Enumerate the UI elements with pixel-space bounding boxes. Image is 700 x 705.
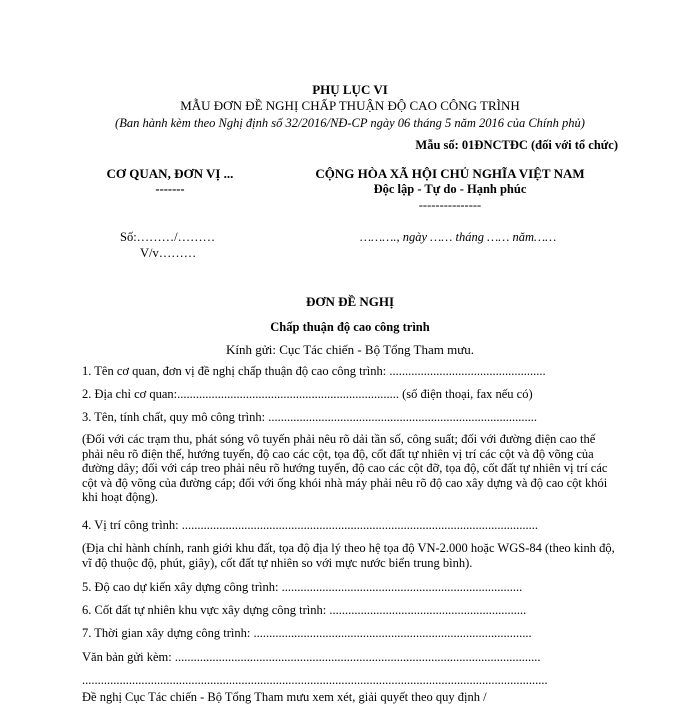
issuance-note: (Ban hành kèm theo Nghị định số 32/2016/NĐ-CP ngày 06 tháng 5 năm 2016 của Chính phủ) [115, 116, 585, 130]
appendix-title: PHỤ LỤC VI [312, 82, 388, 97]
form-code: Mẫu số: 01ĐNCTĐC (đối với tổ chức) [415, 138, 618, 152]
document-number: Số:………/……… [120, 230, 216, 244]
nation-underline: --------------- [418, 198, 482, 212]
field-attachments: Văn bản gửi kèm: ..................................................................................................................... [82, 650, 541, 664]
field-location-note: (Địa chỉ hành chính, ranh giới khu đất, tọa độ địa lý theo hệ tọa độ VN-2.000 hoặc WGS-84 (theo kinh độ, vĩ độ thuộc độ, phút, giây), cốt đất tự nhiên so với mực nước biển trung bình). [82, 541, 615, 570]
date-line: ………., ngày …… tháng …… năm…… [360, 230, 557, 244]
request-title: ĐƠN ĐỀ NGHỊ [305, 294, 395, 309]
document-subject: V/v……… [140, 246, 197, 260]
field-agency-name: 1. Tên cơ quan, đơn vị đề nghị chấp thuận độ cao công trình: .................................................. [82, 364, 546, 378]
nation-name: CỘNG HÒA XÃ HỘI CHỦ NGHĨA VIỆT NAM [315, 166, 585, 181]
recipient-line: Kính gửi: Cục Tác chiến - Bộ Tổng Tham mưu. [225, 342, 475, 357]
nation-motto: Độc lập - Tự do - Hạnh phúc [373, 182, 527, 196]
field-planned-height: 5. Độ cao dự kiến xây dựng công trình: ............................................................................. [82, 580, 523, 594]
field-construction-time: 7. Thời gian xây dựng công trình: ......................................................................................... [82, 626, 532, 640]
request-subtitle: Chấp thuận độ cao công trình [270, 320, 430, 334]
field-project-name: 3. Tên, tính chất, quy mô công trình: ...................................................................................... [82, 410, 537, 424]
field-project-location: 4. Vị trí công trình: .................................................................................................................. [82, 518, 539, 532]
agency-underline: ------- [155, 182, 185, 196]
field-project-note: (Đối với các trạm thu, phát sóng vô tuyến phải nêu rõ dải tần số, công suất; đối với đường điện cao thế phải nêu rõ điện thế, hướng tuyến, độ cao các cột, tọa độ, cốt đất tự nhiên vị trí các cột và độ võng của đường dây; đối với cáp treo phải nêu rõ hướng tuyến, độ cao các cột đỡ, tọa độ, cốt đất tự nhiên vị trí các cột và độ võng của đường cáp; đối với ống khói nhà máy phải nêu rõ độ cao xây dựng và độ cao cột khói khi hoạt động). [82, 432, 608, 505]
field-ground-level: 6. Cốt đất tự nhiên khu vực xây dựng công trình: ............................................................... [82, 603, 527, 617]
closing-request: Đề nghị Cục Tác chiến - Bộ Tổng Tham mưu xem xét, giải quyết theo quy định / [82, 690, 487, 704]
dotted-line: ..................................................................................................................................................... [82, 673, 548, 687]
form-title: MẪU ĐƠN ĐỀ NGHỊ CHẤP THUẬN ĐỘ CAO CÔNG TRÌNH [180, 98, 520, 113]
agency-name: CƠ QUAN, ĐƠN VỊ ... [106, 166, 234, 181]
field-agency-address: 2. Địa chỉ cơ quan:....................................................................... (số điện thoại, fax nếu có) [82, 387, 533, 401]
